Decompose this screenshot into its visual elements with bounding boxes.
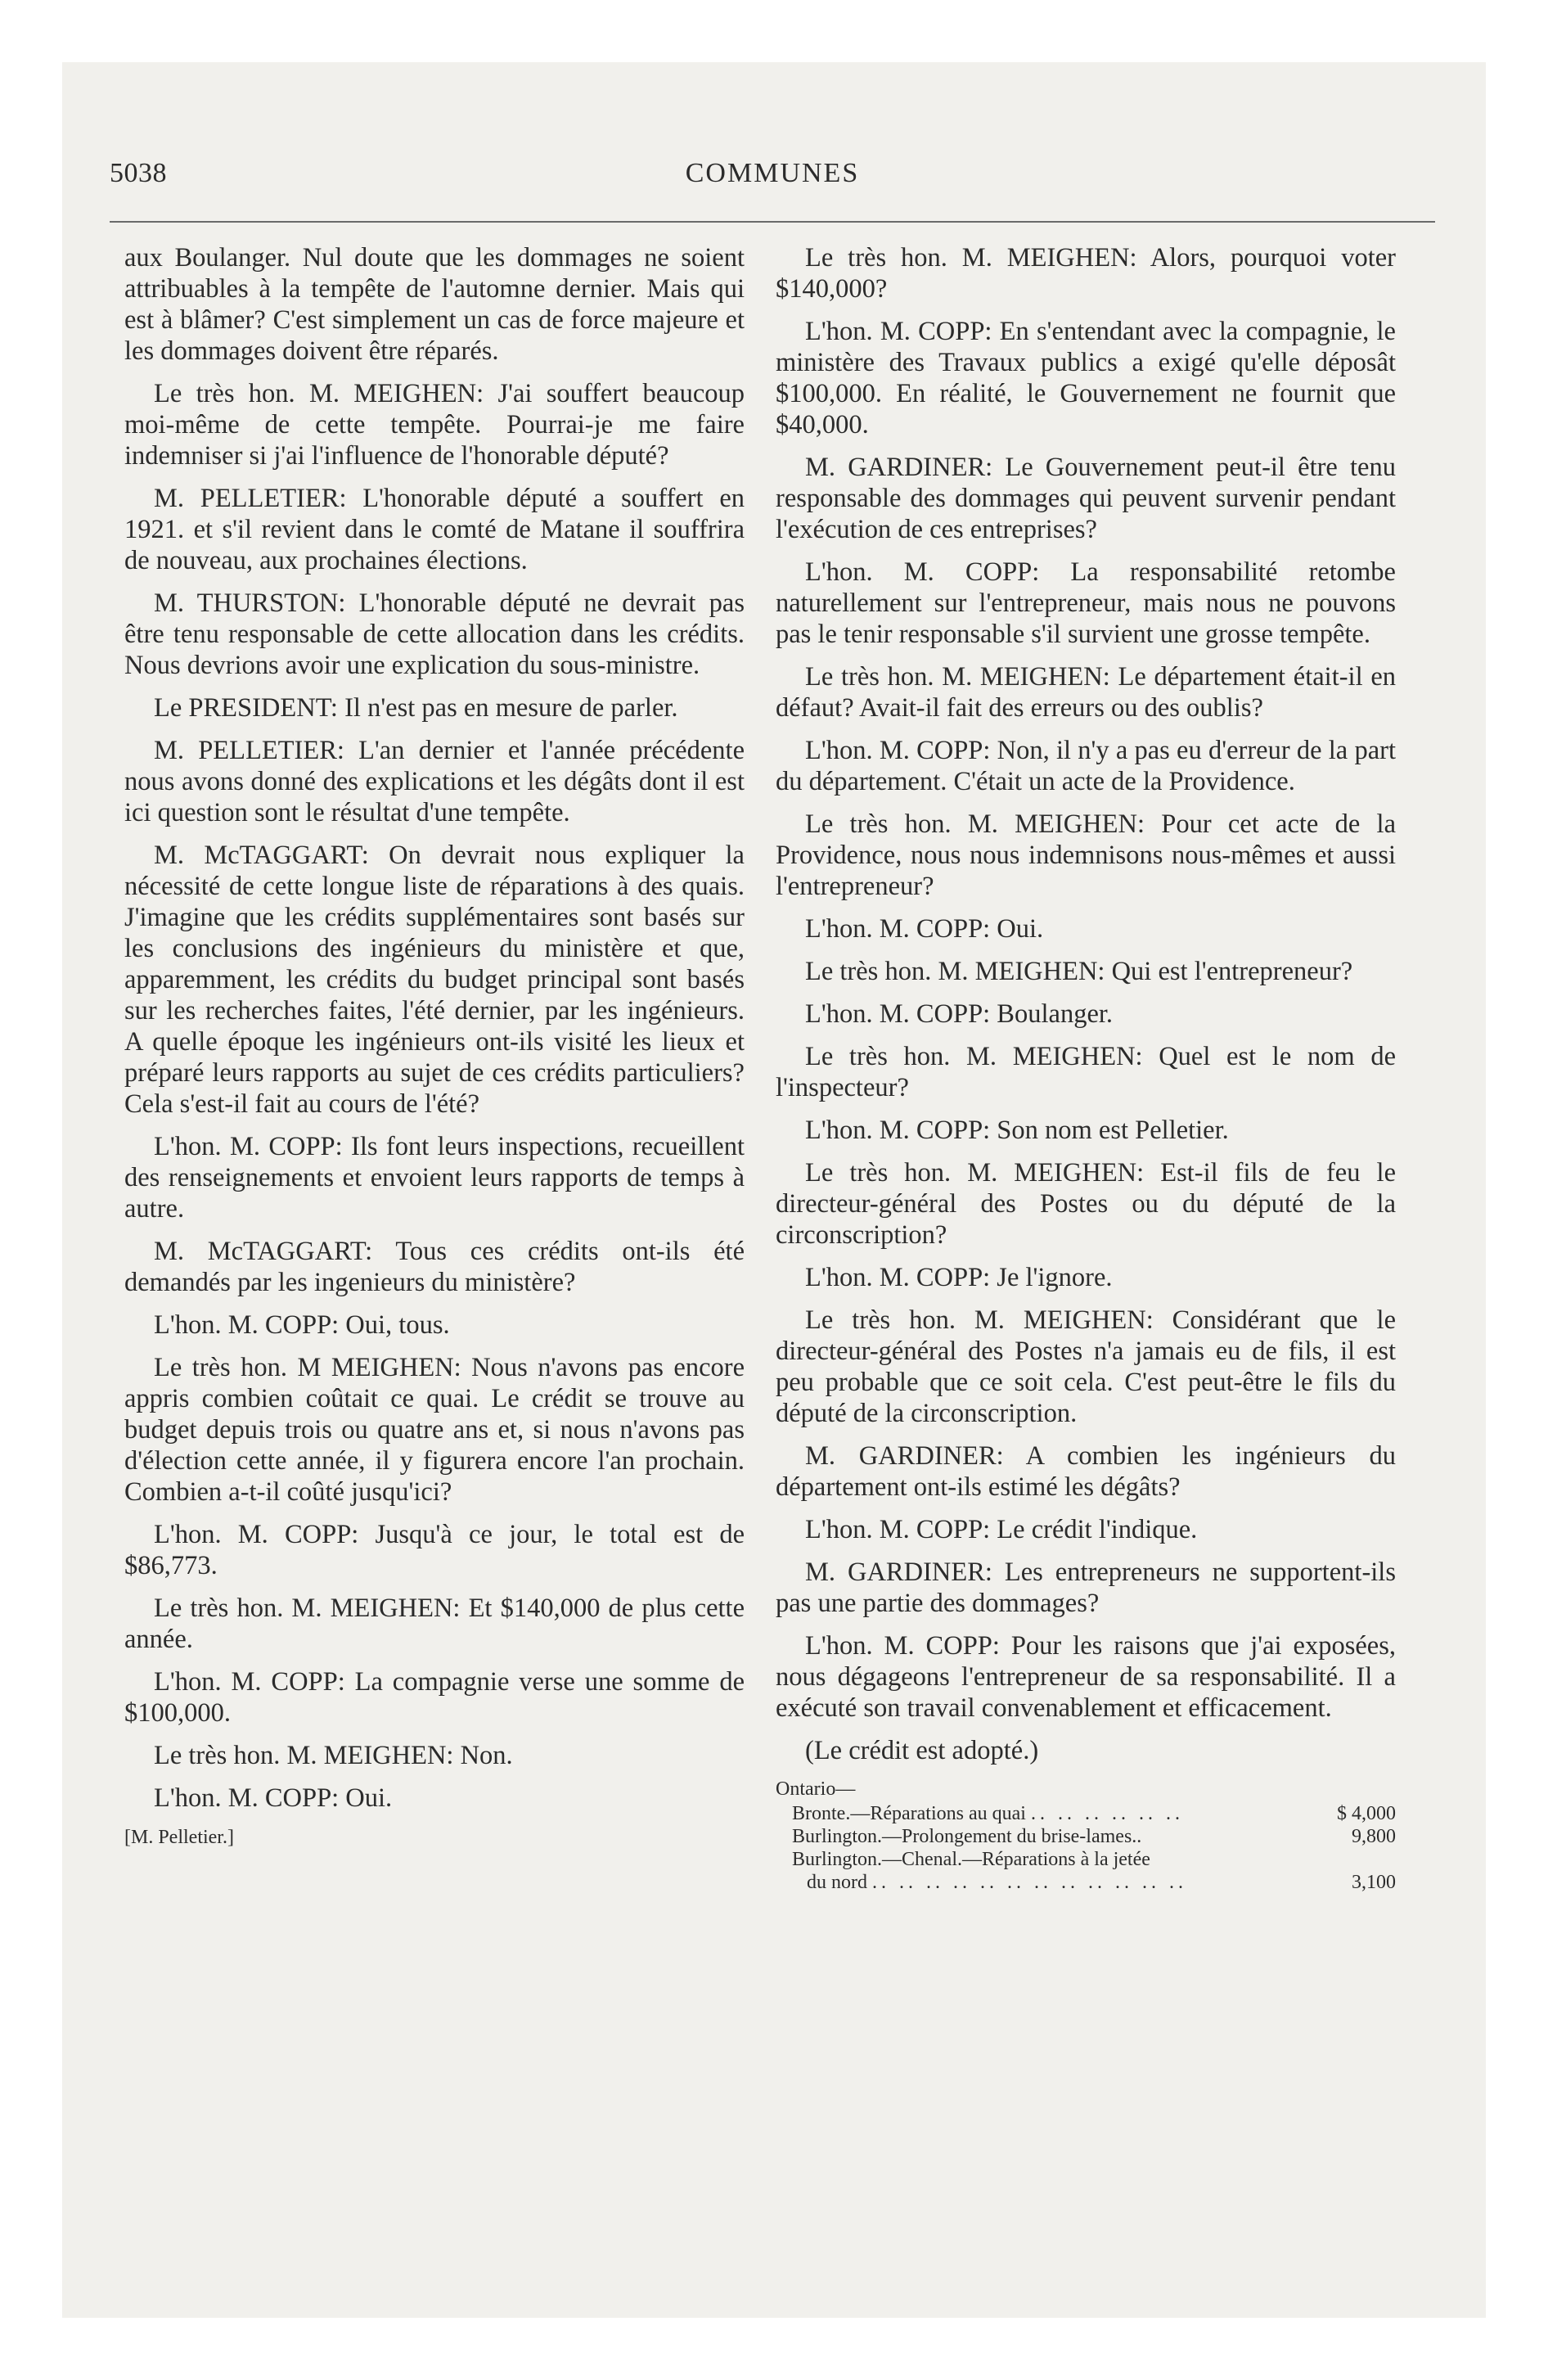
paragraph: M. GARDINER: Le Gouvernement peut-il être tenu responsable des dommages qui peuvent survenir pendant l'exécution de ces entreprises? bbox=[776, 453, 1396, 544]
estimate-amount: 3,100 bbox=[1352, 1872, 1396, 1893]
paragraph: Le très hon. M. MEIGHEN: Qui est l'entrepreneur? bbox=[805, 957, 1353, 986]
paragraph: L'hon. M. COPP: Non, il n'y a pas eu d'erreur de la part du département. C'était un acte de la Providence. bbox=[776, 736, 1396, 796]
paragraph: Le très hon. M. MEIGHEN: Pour cet acte de la Providence, nous nous indemnisons nous-mêmes et aussi l'entrepreneur? bbox=[776, 809, 1396, 901]
paragraph: (Le crédit est adopté.) bbox=[805, 1736, 1039, 1765]
estimates-items bbox=[776, 1802, 1396, 1894]
estimate-label-continuation-text: du nord bbox=[807, 1872, 867, 1893]
estimates-list bbox=[776, 1778, 1396, 1894]
estimate-amount: $ 4,000 bbox=[1337, 1803, 1396, 1824]
page-number: 5038 bbox=[110, 158, 167, 188]
estimate-label-text: Burlington.—Prolongement du brise-lames.. bbox=[792, 1826, 1142, 1847]
paragraph: Le PRESIDENT: Il n'est pas en mesure de parler. bbox=[154, 693, 678, 723]
estimate-label-text: Burlington.—Chenal.—Réparations à la jetée bbox=[792, 1849, 1150, 1870]
estimate-row bbox=[776, 1825, 1396, 1848]
leader-dots: .. .. .. .. .. .. .. .. .. .. .. .. bbox=[872, 1872, 1187, 1893]
paragraph: M. McTAGGART: Tous ces crédits ont-ils été demandés par les ingenieurs du ministère? bbox=[124, 1237, 745, 1297]
paragraph: Le très hon. M MEIGHEN: Nous n'avons pas encore appris combien coûtait ce quai. Le crédit se trouve au budget depuis trois ou quatre ans et, si nous n'avons pas d'élection cette année, il y figurera encore l'an prochain. Combien a-t-il coûté jusqu'ici? bbox=[124, 1353, 745, 1507]
paragraph: L'hon. M. COPP: Je l'ignore. bbox=[805, 1263, 1113, 1292]
paragraph: L'hon. M. COPP: Jusqu'à ce jour, le total est de $86,773. bbox=[124, 1520, 745, 1580]
estimate-amount: 9,800 bbox=[1352, 1826, 1396, 1847]
paragraph: L'hon. M. COPP: Oui. bbox=[805, 914, 1044, 944]
paragraph: L'hon. M. COPP: Son nom est Pelletier. bbox=[805, 1116, 1229, 1145]
paragraph: L'hon. M. COPP: Ils font leurs inspections, recueillent des renseignements et envoient leurs rapports de temps à autre. bbox=[124, 1132, 745, 1224]
paragraph: Le très hon. M. MEIGHEN: J'ai souffert beaucoup moi-même de cette tempête. Pourrai-je me faire indemniser si j'ai l'influence de l'honorable député? bbox=[124, 379, 745, 471]
paragraph: L'hon. M. COPP: Oui, tous. bbox=[154, 1310, 450, 1340]
running-head: COMMUNES bbox=[685, 158, 860, 188]
estimate-label bbox=[776, 1825, 1306, 1848]
paragraph: M. GARDINER: Les entrepreneurs ne supportent-ils pas une partie des dommages? bbox=[776, 1557, 1396, 1618]
paragraph: Le très hon. M. MEIGHEN: Quel est le nom de l'inspecteur? bbox=[776, 1042, 1396, 1102]
paragraph: Le très hon. M. MEIGHEN: Considérant que le directeur-général des Postes n'a jamais eu de fils, il est peu probable que ce soit cela. C'est peut-être le fils du député de la circonscription. bbox=[776, 1305, 1396, 1428]
estimate-row bbox=[776, 1848, 1396, 1894]
paragraph: L'hon. M. COPP: La responsabilité retombe naturellement sur l'entrepreneur, mais nous ne pouvons pas le tenir responsable s'il survient une grosse tempête. bbox=[776, 557, 1396, 649]
left-column bbox=[124, 242, 745, 1850]
paragraph: M. GARDINER: A combien les ingénieurs du département ont-ils estimé les dégâts? bbox=[776, 1441, 1396, 1502]
paragraph: M. McTAGGART: On devrait nous expliquer la nécessité de cette longue liste de réparations à des quais. J'imagine que les crédits supplémentaires sont basés sur les conclusions des ingénieurs du ministère et que, apparemment, les crédits du budget principal sont basés sur les recherches faites, l'été dernier, par les ingénieurs. A quelle époque les ingénieurs ont-ils visité les lieux et préparé leurs rapports au sujet de ces crédits particuliers? Cela s'est-il fait au cours de l'été? bbox=[124, 841, 745, 1119]
paragraph: L'hon. M. COPP: Pour les raisons que j'ai exposées, nous dégageons l'entrepreneur de sa responsabilité. Il a exécuté son travail convenablement et efficacement. bbox=[776, 1631, 1396, 1723]
paragraph: M. PELLETIER: L'an dernier et l'année précédente nous avons donné des explications et les dégâts dont il est ici question sont le résultat d'une tempête. bbox=[124, 736, 745, 827]
right-column bbox=[776, 242, 1396, 1894]
right-column-paragraphs bbox=[776, 242, 1396, 1766]
paragraph: Le très hon. M. MEIGHEN: Est-il fils de feu le directeur-général des Postes ou du député de la circonscription? bbox=[776, 1158, 1396, 1250]
paragraph: Le très hon. M. MEIGHEN: Et $140,000 de plus cette année. bbox=[124, 1593, 745, 1654]
estimate-label bbox=[776, 1848, 1306, 1894]
paragraph: L'hon. M. COPP: Boulanger. bbox=[805, 999, 1114, 1029]
speaker-attribution: [M. Pelletier.] bbox=[124, 1827, 234, 1848]
paragraph: Le très hon. M. MEIGHEN: Alors, pourquoi voter $140,000? bbox=[776, 243, 1396, 304]
estimate-label bbox=[776, 1802, 1306, 1825]
paragraph: L'hon. M. COPP: Le crédit l'indique. bbox=[805, 1515, 1198, 1544]
paragraph: L'hon. M. COPP: En s'entendant avec la compagnie, le ministère des Travaux publics a exigé qu'elle déposât $100,000. En réalité, le Gouvernement ne fournit que $40,000. bbox=[776, 317, 1396, 439]
paragraph: L'hon. M. COPP: La compagnie verse une somme de $100,000. bbox=[124, 1667, 745, 1728]
estimate-label-text: Bronte.—Réparations au quai bbox=[792, 1803, 1026, 1824]
estimate-label-continuation bbox=[792, 1871, 1306, 1894]
paragraph: Le très hon. M. MEIGHEN: Non. bbox=[154, 1741, 513, 1770]
leader-dots: .. .. .. .. .. .. bbox=[1030, 1803, 1184, 1824]
estimate-row bbox=[776, 1802, 1396, 1825]
paragraph: L'hon. M. COPP: Oui. bbox=[154, 1783, 393, 1813]
paragraph: Le très hon. M. MEIGHEN: Le département était-il en défaut? Avait-il fait des erreurs ou des oublis? bbox=[776, 662, 1396, 723]
page-header bbox=[110, 158, 1435, 199]
paragraph: aux Boulanger. Nul doute que les dommages ne soient attribuables à la tempête de l'automne dernier. Mais qui est à blâmer? C'est simplement un cas de force majeure et les dommages doivent être réparés. bbox=[124, 243, 745, 366]
estimates-province: Ontario— bbox=[776, 1778, 856, 1800]
left-column-paragraphs bbox=[124, 242, 745, 1814]
header-rule bbox=[110, 221, 1435, 223]
paragraph: M. THURSTON: L'honorable député ne devrait pas être tenu responsable de cette allocation dans les crédits. Nous devrions avoir une explication du sous-ministre. bbox=[124, 588, 745, 680]
paragraph: M. PELLETIER: L'honorable député a souffert en 1921. et s'il revient dans le comté de Matane il souffrira de nouveau, aux prochaines élections. bbox=[124, 484, 745, 575]
